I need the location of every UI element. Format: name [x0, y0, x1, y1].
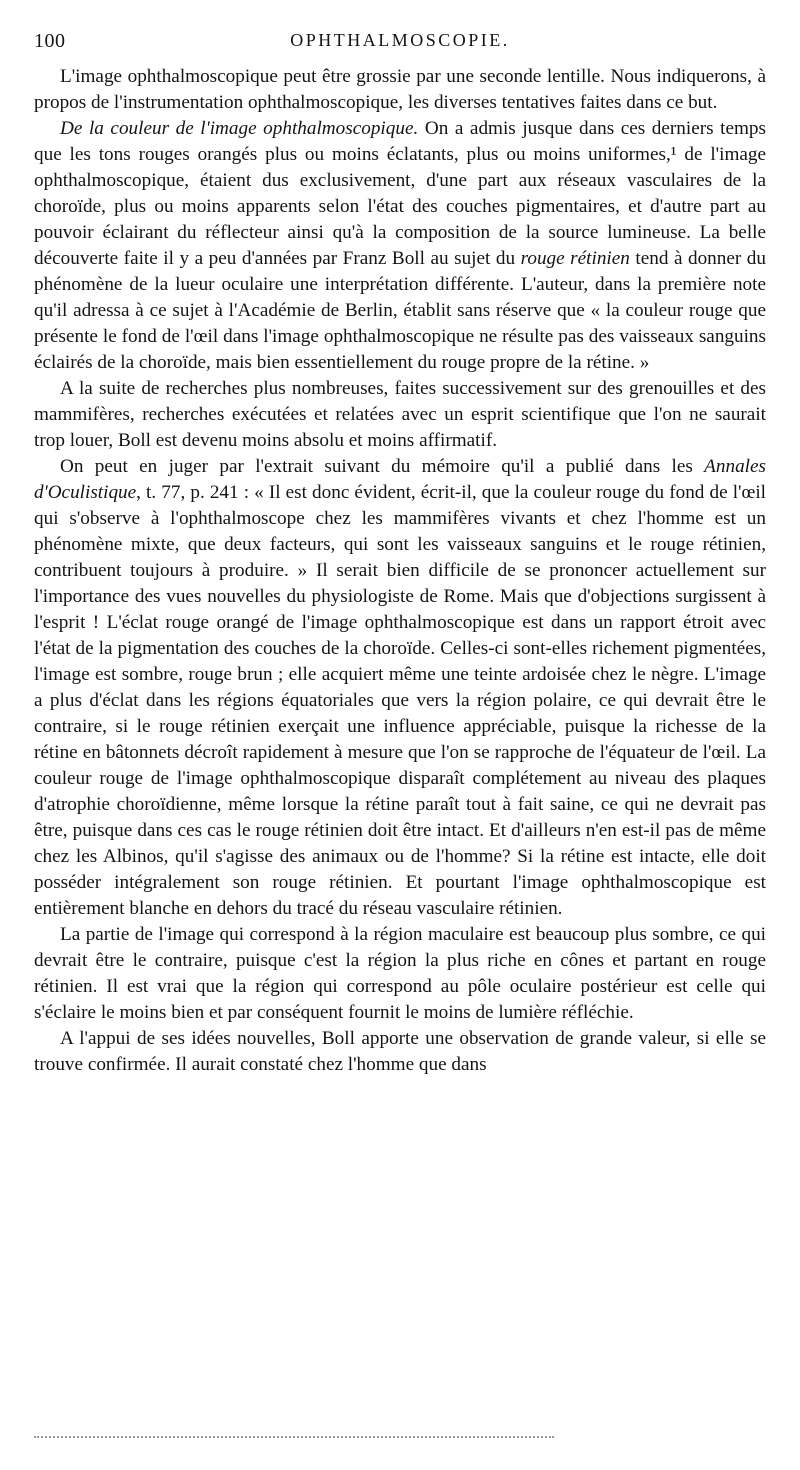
body-text — [34, 64, 766, 1078]
paragraph: De la couleur de l'image ophthalmoscopique. On a admis jusque dans ces derniers temps que les tons rouges orangés plus ou moins éclatants, plus ou moins uniformes,¹ de l'image ophthalmoscopique, étaient dus exclusivement, d'une part aux réseaux vasculaires de la choroïde, plus ou moins apparents selon l'état des couches pigmentaires, et d'autre part au pouvoir éclairant du réflecteur ainsi qu'à la composition de la source lumineuse. La belle découverte faite il y a peu d'années par Franz Boll au sujet du rouge rétinien tend à donner du phénomène de la lueur oculaire une interprétation différente. L'auteur, dans la première note qu'il adressa à ce sujet à l'Académie de Berlin, établit sans réserve que « la couleur rouge que présente le fond de l'œil dans l'image ophthalmoscopique ne résulte pas des vaisseaux sanguins éclairés de la choroïde, mais bien essentiellement du rouge propre de la rétine. » — [34, 118, 766, 373]
paragraph: A la suite de recherches plus nombreuses, faites successivement sur des grenouilles et des mammifères, recherches exécutées et relatées avec un esprit scientifique que l'on ne saurait trop louer, Boll est devenu moins absolu et moins affirmatif. — [34, 378, 766, 451]
section-heading: De la couleur de l'image ophthalmoscopique. — [60, 118, 419, 139]
page-header — [34, 30, 766, 60]
page-number: 100 — [34, 30, 66, 52]
paragraph: La partie de l'image qui correspond à la région maculaire est beaucoup plus sombre, ce qui devrait être le contraire, puisque c'est la région la plus riche en cônes et partant en rouge rétinien. Il est vrai que la région qui correspond au pôle oculaire postérieur est celle qui s'éclaire le moins bien et par conséquent fournit le moins de lumière réfléchie. — [34, 924, 766, 1023]
paragraph: On peut en juger par l'extrait suivant du mémoire qu'il a publié dans les Annales d'Oculistique, t. 77, p. 241 : « Il est donc évident, écrit-il, que la couleur rouge du fond de l'œil qui s'observe à l'ophthalmoscope chez les mammifères vivants et chez l'homme est un phénomène mixte, que deux facteurs, qui sont les vaisseaux sanguins et le rouge rétinien, contribuent toujours à produire. » Il serait bien difficile de se prononcer actuellement sur l'importance des vues nouvelles du physiologiste de Rome. Mais que d'objections surgissent à l'esprit ! L'éclat rouge orangé de l'image ophthalmoscopique est dans un rapport étroit avec l'état de la pigmentation des couches de la choroïde. Celles-ci sont-elles richement pigmentées, l'image est sombre, rouge brun ; elle acquiert même une teinte ardoisée chez le nègre. L'image a plus d'éclat dans les régions équatoriales que vers la région polaire, ce qui devrait être le contraire, si le rouge rétinien exerçait une influence appréciable, puisque la richesse de la rétine en bâtonnets décroît rapidement à mesure que l'on se rapproche de l'équateur de l'œil. La couleur rouge de l'image ophthalmoscopique disparaît complétement au niveau des plaques d'atrophie choroïdienne, même lorsque la rétine paraît tout à fait saine, ce qui ne devrait pas être, puisque dans ces cas le rouge rétinien doit être intact. Et d'ailleurs n'en est-il pas de même chez les Albinos, qu'il s'agisse des animaux ou de l'homme? Si la rétine est intacte, elle doit posséder intégralement son rouge rétinien. Et pourtant l'image ophthalmoscopique est entièrement blanche en dehors du tracé du réseau vasculaire rétinien. — [34, 456, 766, 919]
journal-title: Annales d'Oculistique — [34, 456, 766, 503]
paragraph: A l'appui de ses idées nouvelles, Boll apporte une observation de grande valeur, si elle se trouve confirmée. Il aurait constaté chez l'homme que dans — [34, 1028, 766, 1075]
emphasis: rouge rétinien — [520, 248, 630, 269]
footer-rule — [34, 1436, 554, 1438]
running-title: OPHTHALMOSCOPIE. — [290, 30, 510, 50]
paragraph: L'image ophthalmoscopique peut être grossie par une seconde lentille. Nous indiquerons, à propos de l'instrumentation ophthalmoscopique, les diverses tentatives faites dans ce but. — [34, 66, 766, 113]
